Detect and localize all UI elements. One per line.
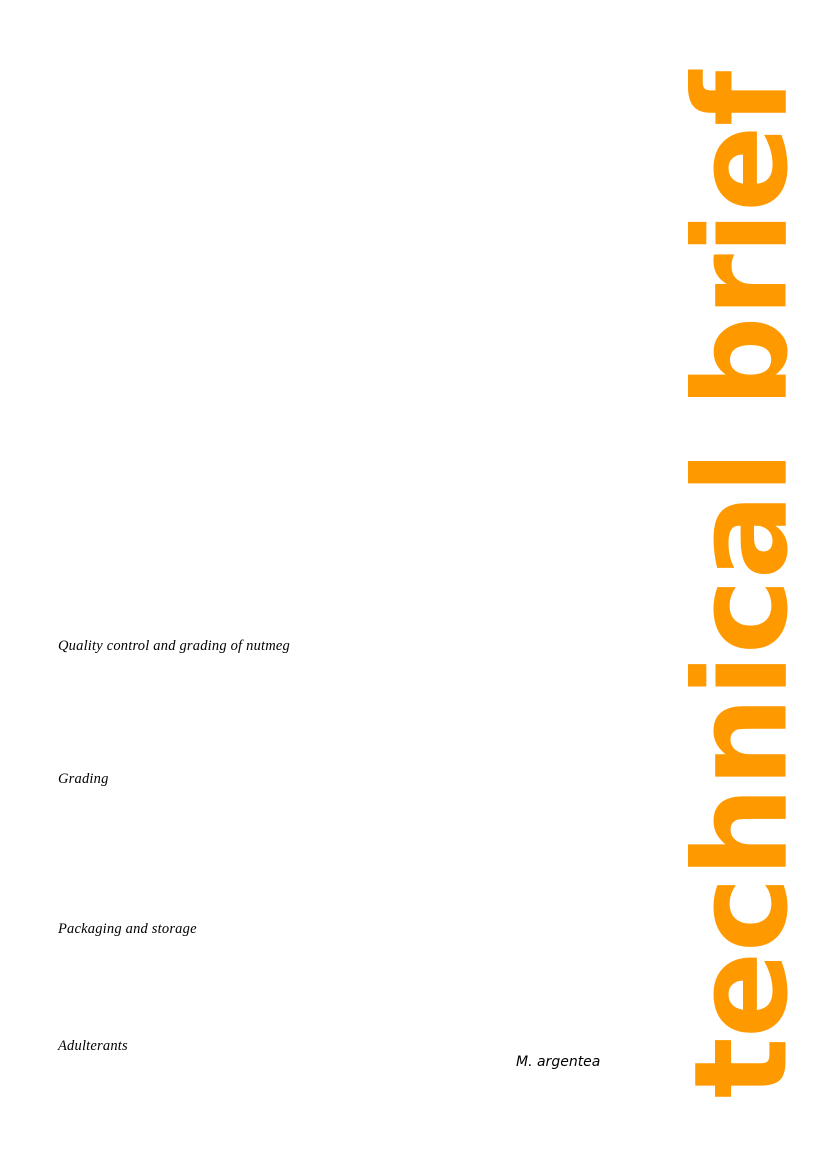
species-note: M. argentea	[516, 1054, 601, 1070]
document-content-column	[58, 0, 658, 1169]
section-heading-quality-control: Quality control and grading of nutmeg	[58, 638, 291, 654]
section-heading-adulterants: Adulterants	[58, 1038, 128, 1054]
section-heading-packaging-and-storage: Packaging and storage	[58, 921, 197, 937]
vertical-banner-title	[667, 0, 817, 1169]
vertical-banner-title-text: technical brief	[667, 71, 816, 1098]
section-heading-grading: Grading	[58, 771, 109, 787]
